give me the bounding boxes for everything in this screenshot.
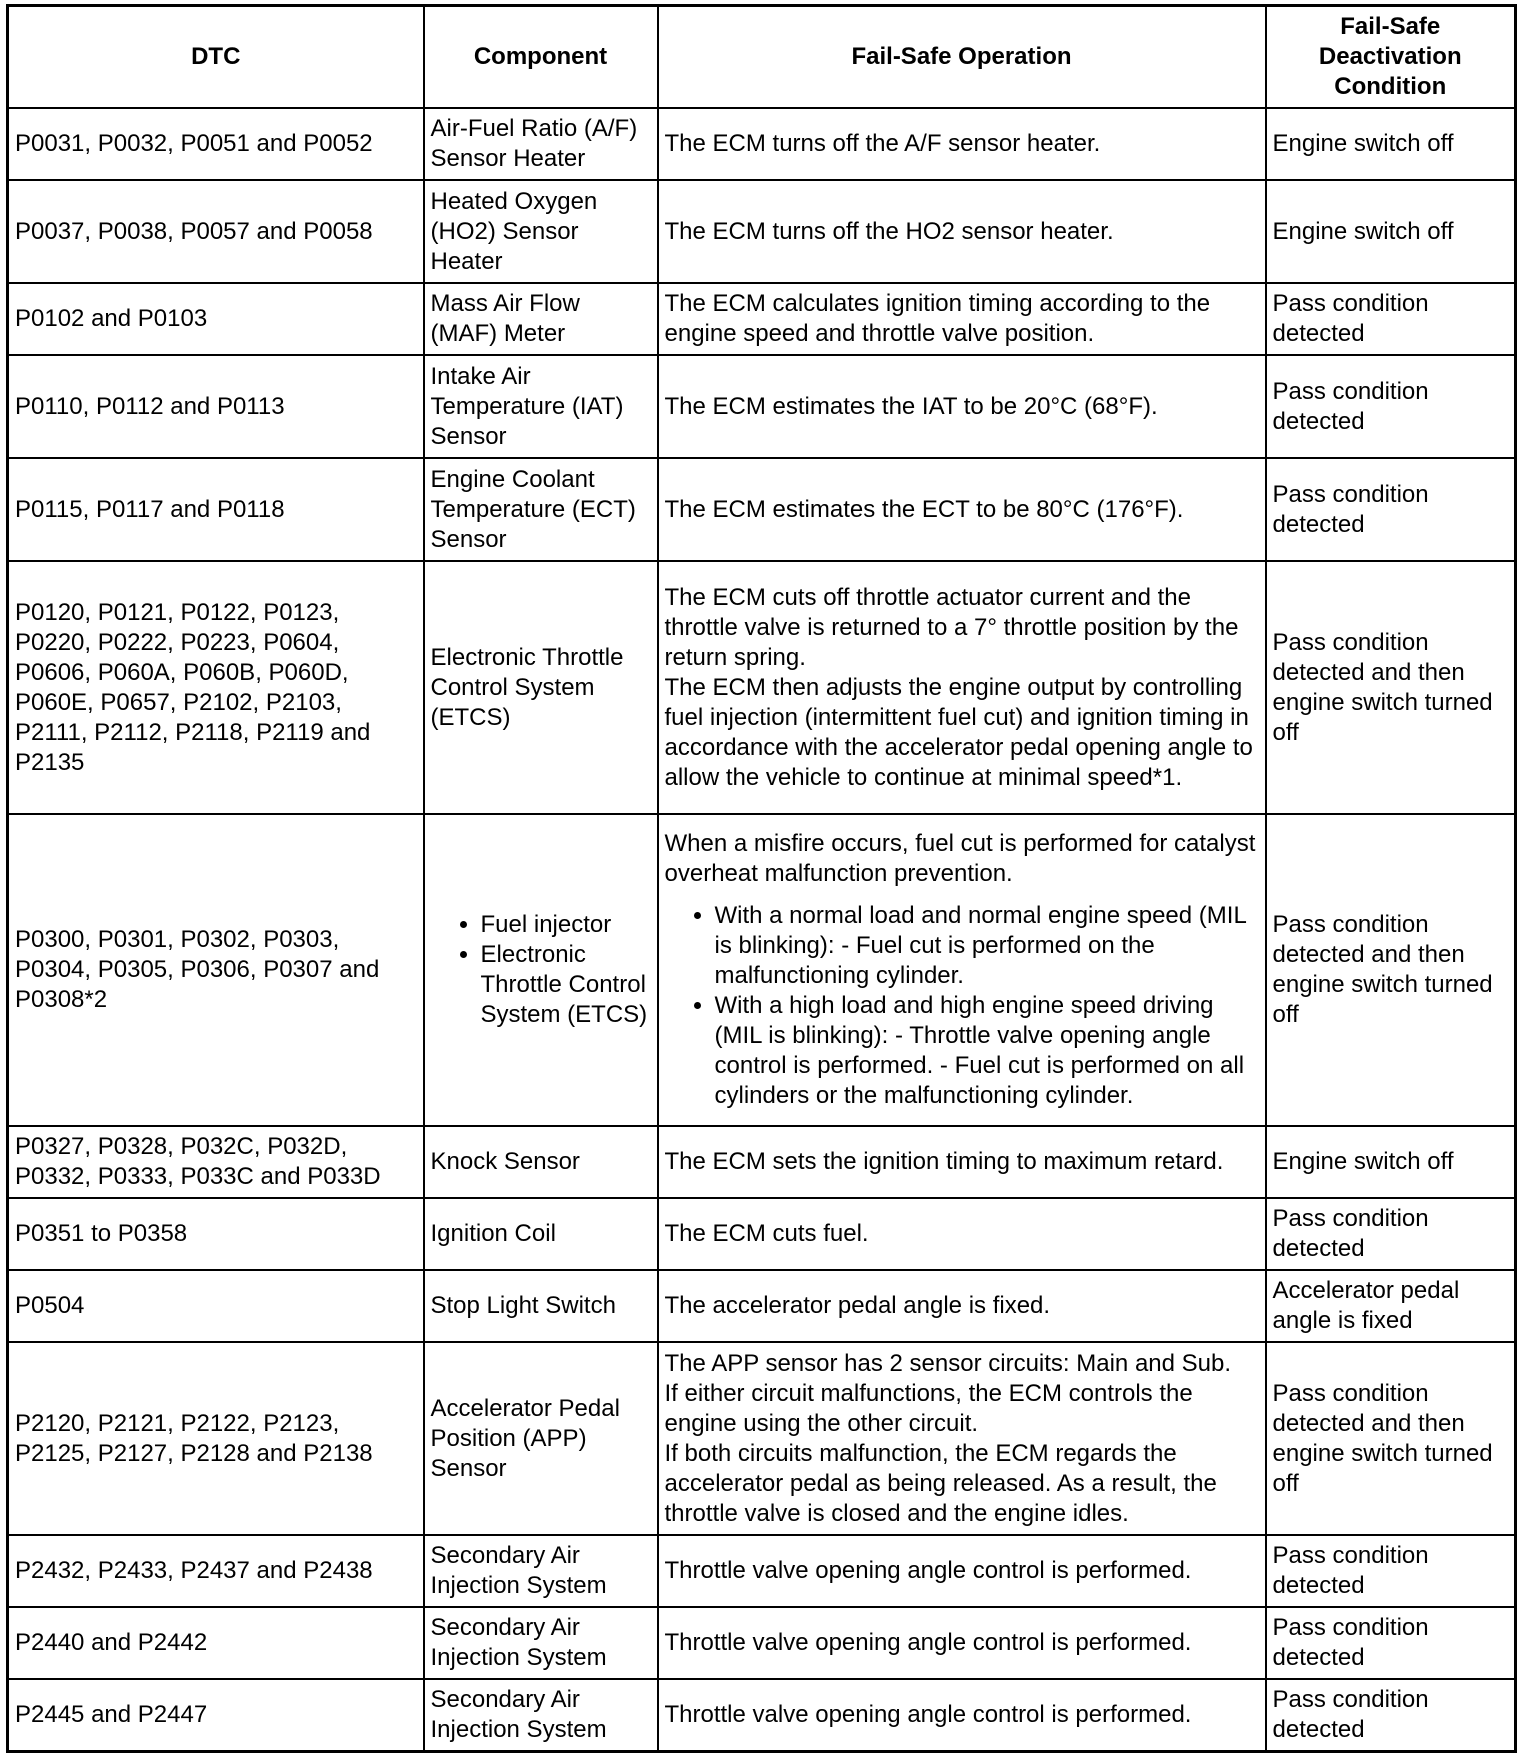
list-item: • Fuel injector	[481, 910, 651, 940]
cell-component: Electronic Throttle Control System (ETCS)	[424, 561, 658, 814]
cell-component	[424, 814, 658, 1126]
cell-component: Intake Air Temperature (IAT) Sensor	[424, 355, 658, 458]
cell-dtc: P0504	[8, 1270, 424, 1342]
fail-safe-table	[6, 4, 1517, 1753]
operation-paragraph: The ECM then adjusts the engine output by controlling fuel injection (intermittent fuel cut) and ignition timing in accordance with the accelerator pedal opening angle to allow the vehicle to continue at minimal speed*1.	[664, 673, 1253, 791]
cell-operation: Throttle valve opening angle control is performed.	[658, 1535, 1266, 1607]
cell-operation: The ECM estimates the ECT to be 80°C (176°F).	[658, 458, 1266, 561]
table-row	[8, 1270, 1516, 1342]
cell-dtc: P2440 and P2442	[8, 1607, 424, 1679]
list-item: • Electronic Throttle Control System (ETCS)	[481, 940, 651, 1030]
cell-condition: Pass condition detected	[1266, 283, 1516, 355]
operation-paragraph: If both circuits malfunction, the ECM regards the accelerator pedal as being released. As a result, the throttle valve is closed and the engine idles.	[664, 1439, 1217, 1527]
cell-component: Heated Oxygen (HO2) Sensor Heater	[424, 180, 658, 283]
cell-dtc: P0351 to P0358	[8, 1198, 424, 1270]
cell-component: Mass Air Flow (MAF) Meter	[424, 283, 658, 355]
cell-condition: Accelerator pedal angle is fixed	[1266, 1270, 1516, 1342]
operation-paragraph: If either circuit malfunctions, the ECM controls the engine using the other circuit.	[664, 1379, 1193, 1437]
table-row	[8, 1679, 1516, 1751]
cell-component: Secondary Air Injection System	[424, 1607, 658, 1679]
cell-component: Knock Sensor	[424, 1126, 658, 1198]
cell-condition: Engine switch off	[1266, 180, 1516, 283]
cell-dtc: P0031, P0032, P0051 and P0052	[8, 108, 424, 180]
operation-paragraph: When a misfire occurs, fuel cut is performed for catalyst overheat malfunction prevention.	[664, 830, 1256, 887]
header-dtc: DTC	[8, 6, 424, 109]
cell-dtc: P2432, P2433, P2437 and P2438	[8, 1535, 424, 1607]
list-item: • With a high load and high engine speed driving (MIL is blinking): - Throttle valve opening angle control is performed. - Fuel cut is performed on all cylinders or the malfunctioning cylinder.	[715, 991, 1259, 1111]
table-row	[8, 108, 1516, 180]
cell-component: Secondary Air Injection System	[424, 1535, 658, 1607]
cell-dtc: P0327, P0328, P032C, P032D, P0332, P0333, P033C and P033D	[8, 1126, 424, 1198]
table-row	[8, 1535, 1516, 1607]
cell-dtc: P2120, P2121, P2122, P2123, P2125, P2127, P2128 and P2138	[8, 1342, 424, 1535]
operation-list	[665, 901, 1259, 1111]
cell-operation: The accelerator pedal angle is fixed.	[658, 1270, 1266, 1342]
cell-component: Stop Light Switch	[424, 1270, 658, 1342]
header-row	[8, 6, 1516, 109]
cell-condition: Pass condition detected and then engine switch turned off	[1266, 814, 1516, 1126]
operation-paragraph: The APP sensor has 2 sensor circuits: Main and Sub.	[664, 1349, 1232, 1377]
cell-operation: The ECM calculates ignition timing according to the engine speed and throttle valve position.	[658, 283, 1266, 355]
cell-condition: Engine switch off	[1266, 108, 1516, 180]
table-row	[8, 814, 1516, 1126]
component-list	[431, 910, 651, 1030]
cell-dtc: P0120, P0121, P0122, P0123, P0220, P0222, P0223, P0604, P0606, P060A, P060B, P060D, P060E, P0657, P2102, P2103, P2111, P2112, P2118, P2119 and P2135	[8, 561, 424, 814]
header-component: Component	[424, 6, 658, 109]
cell-operation	[658, 814, 1266, 1126]
cell-operation: Throttle valve opening angle control is performed.	[658, 1607, 1266, 1679]
table-row	[8, 1198, 1516, 1270]
cell-condition: Pass condition detected	[1266, 458, 1516, 561]
cell-component: Ignition Coil	[424, 1198, 658, 1270]
cell-operation: The ECM estimates the IAT to be 20°C (68°F).	[658, 355, 1266, 458]
cell-dtc: P0115, P0117 and P0118	[8, 458, 424, 561]
table-row	[8, 355, 1516, 458]
cell-condition: Pass condition detected	[1266, 1679, 1516, 1751]
fail-safe-chart	[6, 4, 1514, 1753]
cell-operation: The ECM turns off the HO2 sensor heater.	[658, 180, 1266, 283]
cell-dtc: P2445 and P2447	[8, 1679, 424, 1751]
list-item: • With a normal load and normal engine speed (MIL is blinking): - Fuel cut is performed on the malfunctioning cylinder.	[715, 901, 1259, 991]
table-row	[8, 1126, 1516, 1198]
cell-condition: Pass condition detected	[1266, 1607, 1516, 1679]
cell-operation	[658, 561, 1266, 814]
table-row	[8, 1342, 1516, 1535]
cell-component: Air-Fuel Ratio (A/F) Sensor Heater	[424, 108, 658, 180]
cell-dtc: P0037, P0038, P0057 and P0058	[8, 180, 424, 283]
cell-operation	[658, 1342, 1266, 1535]
table-row	[8, 1607, 1516, 1679]
operation-paragraph: The ECM cuts off throttle actuator current and the throttle valve is returned to a 7° throttle position by the return spring.	[664, 583, 1239, 671]
cell-condition: Pass condition detected and then engine switch turned off	[1266, 1342, 1516, 1535]
cell-operation: The ECM sets the ignition timing to maximum retard.	[658, 1126, 1266, 1198]
cell-condition: Pass condition detected	[1266, 1198, 1516, 1270]
cell-operation: Throttle valve opening angle control is performed.	[658, 1679, 1266, 1751]
header-operation: Fail-Safe Operation	[658, 6, 1266, 109]
cell-component: Accelerator Pedal Position (APP) Sensor	[424, 1342, 658, 1535]
cell-operation: The ECM turns off the A/F sensor heater.	[658, 108, 1266, 180]
header-condition: Fail-Safe Deactivation Condition	[1266, 6, 1516, 109]
cell-dtc: P0110, P0112 and P0113	[8, 355, 424, 458]
cell-dtc: P0102 and P0103	[8, 283, 424, 355]
table-row	[8, 458, 1516, 561]
table-row	[8, 180, 1516, 283]
cell-dtc: P0300, P0301, P0302, P0303, P0304, P0305, P0306, P0307 and P0308*2	[8, 814, 424, 1126]
cell-operation: The ECM cuts fuel.	[658, 1198, 1266, 1270]
cell-component: Secondary Air Injection System	[424, 1679, 658, 1751]
cell-condition: Pass condition detected and then engine switch turned off	[1266, 561, 1516, 814]
cell-condition: Pass condition detected	[1266, 355, 1516, 458]
cell-condition: Pass condition detected	[1266, 1535, 1516, 1607]
table-row	[8, 561, 1516, 814]
cell-condition: Engine switch off	[1266, 1126, 1516, 1198]
table-row	[8, 283, 1516, 355]
cell-component: Engine Coolant Temperature (ECT) Sensor	[424, 458, 658, 561]
